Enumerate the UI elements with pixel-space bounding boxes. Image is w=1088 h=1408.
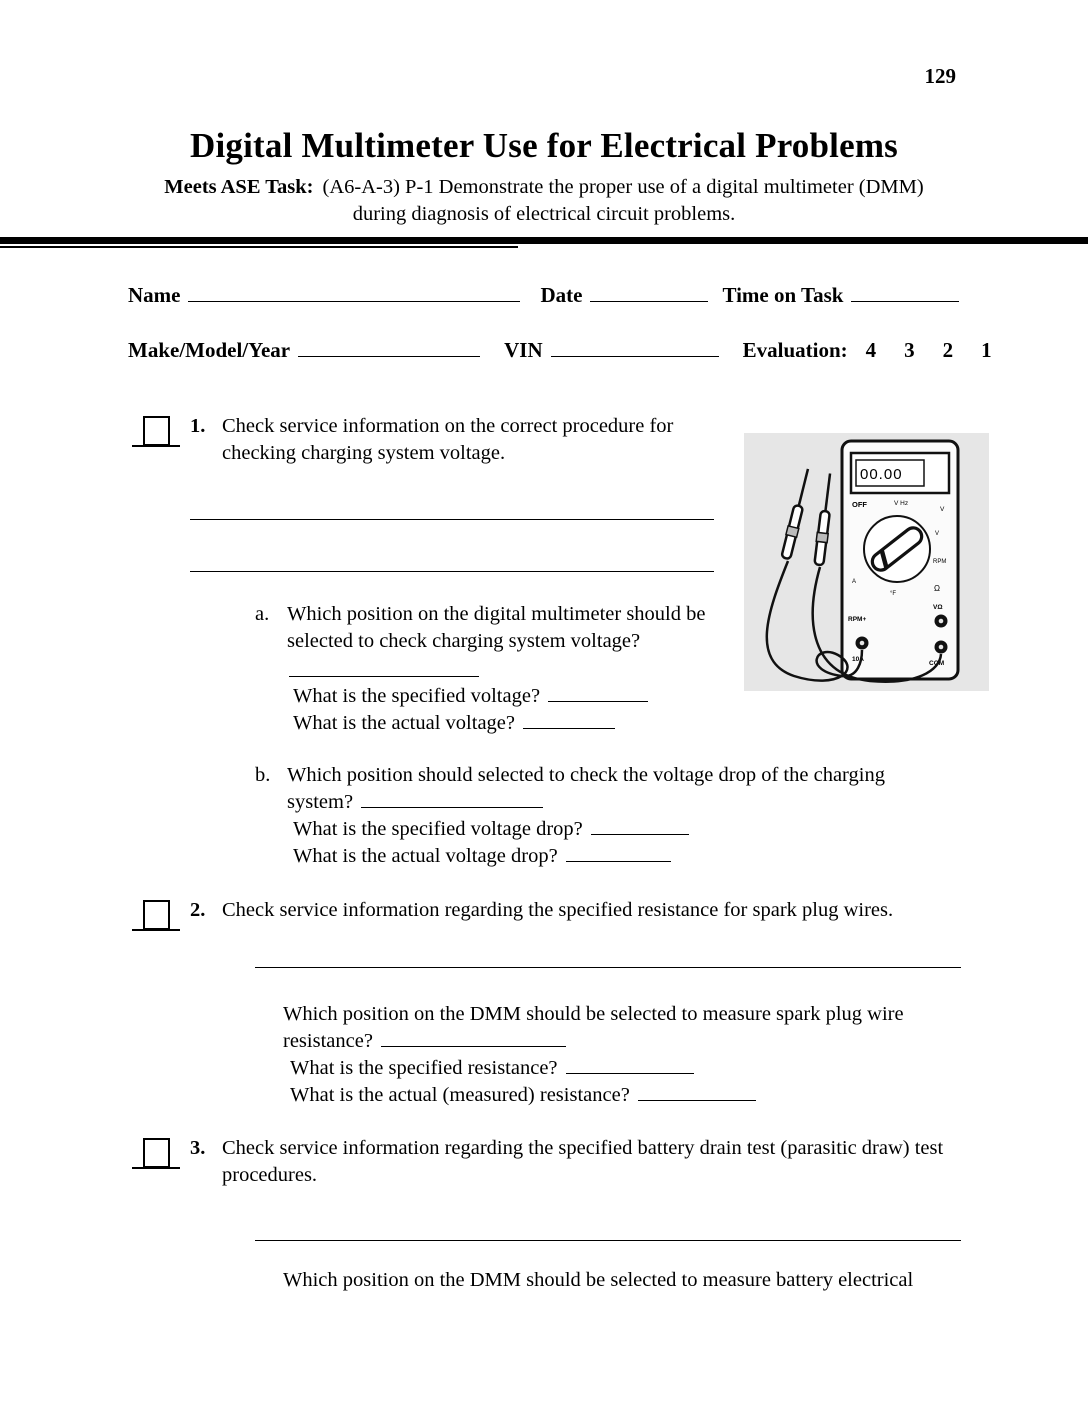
evaluation-score-1: 1: [981, 338, 992, 362]
header-row-1: [128, 283, 959, 308]
task-1-answer-line-2[interactable]: [190, 558, 714, 572]
header-row-2: [128, 338, 992, 363]
dial-tick-tempf: °F: [890, 591, 897, 597]
task-1: [132, 413, 700, 467]
dial-label-vhz: V Hz: [894, 500, 909, 507]
task-2-q3: What is the actual (measured) resistance?: [290, 1084, 630, 1106]
task-1a-body: [287, 601, 742, 737]
divider-rule-thin: [0, 246, 518, 248]
make-model-year-label: Make/Model/Year: [128, 338, 291, 362]
dial-tick-a: A: [852, 579, 857, 585]
task-1b-q1-blank[interactable]: [591, 830, 689, 835]
task-1a-q2-blank[interactable]: [523, 724, 615, 729]
task-1-checkbox[interactable]: [143, 416, 170, 446]
task-2-answer-line[interactable]: [255, 954, 961, 968]
vin-label: VIN: [504, 338, 543, 362]
task-3-text: Check service information regarding the specified battery drain test (parasitic draw) test procedures.: [222, 1137, 944, 1186]
task-3-q1: Which position on the DMM should be selected to measure battery electrical: [283, 1269, 914, 1291]
task-1a-question: Which position on the digital multimeter should be selected to check charging system voltage?: [287, 603, 706, 652]
task-1a-q1: What is the specified voltage?: [293, 685, 541, 707]
jack-vohm-hole: [939, 619, 944, 624]
task-1b-body: [287, 762, 942, 870]
jack-label-vohm: VΩ: [933, 604, 943, 611]
evaluation-score-4: 4: [865, 338, 877, 362]
task-1b-q1: What is the specified voltage drop?: [293, 818, 583, 840]
jack-10a-hole: [860, 641, 865, 646]
ase-task-line-1: [0, 176, 1088, 199]
jack-label-com: COM: [929, 660, 945, 667]
name-label: Name: [128, 283, 181, 307]
task-2-checkline: [132, 897, 180, 931]
task-1b-q2-blank[interactable]: [566, 857, 671, 862]
task-2-q1-blank[interactable]: [381, 1042, 566, 1047]
make-model-year-field-blank[interactable]: [298, 352, 480, 357]
task-2-questions-body: [283, 1001, 955, 1109]
task-1a-q2-row: [287, 710, 742, 737]
jack-com-hole: [939, 645, 944, 650]
dial-tick-v: V: [935, 531, 940, 537]
date-label: Date: [540, 283, 583, 307]
task-1-number: 1.: [190, 415, 206, 437]
time-on-task-label: Time on Task: [722, 283, 844, 307]
task-1b: [255, 762, 945, 870]
task-1b-question: Which position should selected to check the voltage drop of the charging system?: [287, 764, 885, 813]
evaluation-score-3: 3: [904, 338, 915, 362]
evaluation-score-2: 2: [942, 338, 954, 362]
task-1b-letter: b.: [255, 764, 271, 786]
dial-label-off: OFF: [852, 500, 867, 509]
ase-task-label: Meets ASE Task:: [164, 176, 314, 198]
jack-label-10a: 10A: [852, 656, 864, 663]
task-2-checkbox[interactable]: [143, 900, 170, 930]
task-1b-q2: What is the actual voltage drop?: [293, 845, 558, 867]
task-2-q3-blank[interactable]: [638, 1096, 756, 1101]
task-2: [132, 897, 1002, 931]
ase-task-line-2: during diagnosis of electrical circuit problems.: [352, 203, 736, 225]
task-3-checkbox[interactable]: [143, 1138, 170, 1168]
task-1b-q2-row: [287, 843, 942, 870]
dial-tick-rpm: RPM: [933, 559, 947, 565]
date-field-blank[interactable]: [590, 297, 708, 302]
task-2-q2-blank[interactable]: [566, 1069, 694, 1074]
task-1a-q1-blank[interactable]: [548, 697, 648, 702]
task-2-number: 2.: [190, 899, 206, 921]
task-1-text: Check service information on the correct procedure for checking charging system voltage.: [222, 415, 674, 464]
task-1a-letter: a.: [255, 603, 270, 625]
task-1a-q2: What is the actual voltage?: [293, 712, 515, 734]
multimeter-svg: [744, 433, 989, 691]
ase-task-text: (A6-A-3) P-1 Demonstrate the proper use of a digital multimeter (DMM): [322, 176, 924, 198]
task-1-checkline: [132, 413, 180, 447]
task-1a-q1-row: [287, 683, 742, 710]
page-title: Digital Multimeter Use for Electrical Problems: [189, 126, 899, 165]
jack-label-rpm-plus: RPM+: [848, 616, 867, 623]
multimeter-display-value: 00.00: [860, 466, 903, 483]
task-1a-answer-blank[interactable]: [289, 665, 479, 677]
page-number: 129: [924, 64, 956, 88]
task-3: [132, 1135, 984, 1189]
task-2-questions: [283, 1001, 963, 1109]
name-field-blank[interactable]: [188, 297, 520, 302]
task-3-answer-line[interactable]: [255, 1227, 961, 1241]
task-2-q3-row: [283, 1082, 955, 1109]
task-1b-answer-blank[interactable]: [361, 803, 543, 808]
divider-rule-thick: [0, 237, 1088, 244]
task-2-q2: What is the specified resistance?: [290, 1057, 558, 1079]
task-1-answer-line-1[interactable]: [190, 506, 714, 520]
task-2-q2-row: [283, 1055, 955, 1082]
evaluation-label: Evaluation:: [742, 338, 848, 362]
multimeter-illustration: [744, 433, 989, 691]
vin-field-blank[interactable]: [551, 352, 719, 357]
task-3-question: [283, 1267, 983, 1294]
dial-tick-ohm: Ω: [934, 584, 940, 593]
task-2-q1: Which position on the DMM should be selected to measure spark plug wire resistance?: [283, 1003, 904, 1052]
task-3-number: 3.: [190, 1137, 206, 1159]
dial-label-v: V: [940, 506, 945, 513]
time-on-task-field-blank[interactable]: [851, 297, 959, 302]
task-1a: [255, 601, 755, 737]
task-2-text: Check service information regarding the specified resistance for spark plug wires.: [222, 899, 894, 921]
task-1b-q1-row: [287, 816, 942, 843]
task-3-checkline: [132, 1135, 180, 1169]
